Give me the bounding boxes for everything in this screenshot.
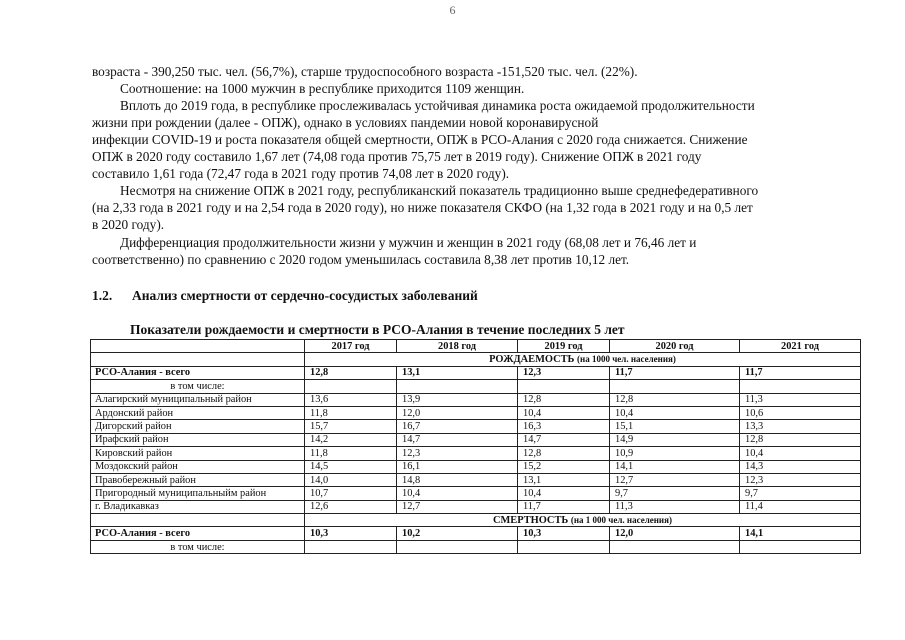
row-label: РСО-Алания - всего	[91, 366, 305, 379]
row-label: Ирафский район	[91, 433, 305, 446]
value-cell: 14,5	[305, 460, 397, 473]
row-label: Пригородный муниципальныйм район	[91, 487, 305, 500]
value-cell: 14,2	[305, 433, 397, 446]
table-row	[91, 460, 861, 473]
section-heading	[92, 288, 478, 304]
row-label: Кировский район	[91, 447, 305, 460]
value-cell: 14,0	[305, 473, 397, 486]
empty-cell	[610, 380, 740, 393]
paragraph-line: возраста - 390,250 тыс. чел. (56,7%), старше трудоспособного возраста -151,520 тыс. чел. (22%).	[92, 64, 638, 79]
birth-group-unit: (на 1000 чел. населения)	[577, 354, 676, 365]
row-label: Моздокский район	[91, 460, 305, 473]
value-cell: 12,7	[397, 500, 518, 513]
section-title: Анализ смертности от сердечно-сосудистых заболеваний	[132, 288, 478, 303]
value-cell: 10,9	[610, 447, 740, 460]
death-subheading-row	[91, 540, 861, 553]
table-row	[91, 473, 861, 486]
year-header: 2019 год	[518, 340, 610, 353]
row-label: Ардонский район	[91, 406, 305, 419]
death-group-row	[91, 514, 861, 527]
empty-cell	[740, 380, 861, 393]
value-cell: 14,7	[397, 433, 518, 446]
paragraph-line: в 2020 году).	[92, 217, 165, 232]
header-empty-cell	[91, 340, 305, 353]
value-cell: 14,7	[518, 433, 610, 446]
value-cell: 15,1	[610, 420, 740, 433]
birth-subheading-row	[91, 380, 861, 393]
value-cell: 11,7	[518, 500, 610, 513]
value-cell: 12,0	[610, 527, 740, 540]
value-cell: 10,7	[305, 487, 397, 500]
table-row	[91, 447, 861, 460]
value-cell: 11,8	[305, 447, 397, 460]
value-cell: 10,4	[518, 406, 610, 419]
year-header: 2021 год	[740, 340, 861, 353]
value-cell: 11,7	[610, 366, 740, 379]
value-cell: 16,7	[397, 420, 518, 433]
group-empty-cell	[91, 514, 305, 527]
value-cell: 13,6	[305, 393, 397, 406]
death-total-row	[91, 527, 861, 540]
value-cell: 10,4	[397, 487, 518, 500]
value-cell: 13,1	[518, 473, 610, 486]
table-header-row	[91, 340, 861, 353]
birth-group-label: РОЖДАЕМОСТЬ	[489, 354, 575, 366]
empty-cell	[740, 540, 861, 553]
value-cell: 12,3	[518, 366, 610, 379]
value-cell: 13,9	[397, 393, 518, 406]
value-cell: 16,1	[397, 460, 518, 473]
empty-cell	[305, 380, 397, 393]
paragraph-line: Соотношение: на 1000 мужчин в республике приходится 1109 женщин.	[120, 81, 525, 96]
value-cell: 15,7	[305, 420, 397, 433]
paragraph-line: жизни при рождении (далее - ОПЖ), однако в условиях пандемии новой коронавирусной	[92, 115, 599, 130]
paragraph-line: Вплоть до 2019 года, в республике прослеживалась устойчивая динамика роста ожидаемой продолжительности	[120, 98, 755, 113]
row-label: РСО-Алания - всего	[91, 527, 305, 540]
section-number: 1.2.	[92, 288, 113, 303]
year-header: 2018 год	[397, 340, 518, 353]
value-cell: 11,7	[740, 366, 861, 379]
value-cell: 10,6	[740, 406, 861, 419]
birth-total-row	[91, 366, 861, 379]
row-label: г. Владикавказ	[91, 500, 305, 513]
value-cell: 16,3	[518, 420, 610, 433]
value-cell: 12,8	[518, 447, 610, 460]
value-cell: 12,0	[397, 406, 518, 419]
death-group-unit: (на 1 000 чел. населения)	[570, 514, 672, 525]
value-cell: 9,7	[740, 487, 861, 500]
value-cell: 12,8	[610, 393, 740, 406]
table-row	[91, 393, 861, 406]
empty-cell	[397, 540, 518, 553]
page-number: 6	[449, 3, 456, 17]
subheading-label: в том числе:	[91, 540, 305, 553]
value-cell: 14,8	[397, 473, 518, 486]
empty-cell	[610, 540, 740, 553]
table-row	[91, 433, 861, 446]
value-cell: 10,3	[305, 527, 397, 540]
value-cell: 12,7	[610, 473, 740, 486]
table-title: Показатели рождаемости и смертности в РСО-Алания в течение последних 5 лет	[130, 322, 625, 337]
value-cell: 13,3	[740, 420, 861, 433]
empty-cell	[518, 380, 610, 393]
value-cell: 12,3	[397, 447, 518, 460]
value-cell: 15,2	[518, 460, 610, 473]
value-cell: 12,8	[305, 366, 397, 379]
subheading-label: в том числе:	[91, 380, 305, 393]
group-empty-cell	[91, 353, 305, 366]
empty-cell	[305, 540, 397, 553]
value-cell: 14,1	[740, 527, 861, 540]
year-header: 2020 год	[610, 340, 740, 353]
paragraph-line: составило 1,61 года (72,47 года в 2021 году против 74,08 лет в 2020 году).	[92, 166, 510, 181]
value-cell: 11,3	[610, 500, 740, 513]
value-cell: 11,3	[740, 393, 861, 406]
paragraph-line: (на 2,33 года в 2021 году и на 2,54 года в 2020 году), но ниже показателя СКФО (на 1,32 года в 2021 году и на 0,5 лет	[92, 200, 753, 215]
row-label: Дигорский район	[91, 420, 305, 433]
value-cell: 14,9	[610, 433, 740, 446]
value-cell: 14,3	[740, 460, 861, 473]
row-label: Алагирский муниципальный район	[91, 393, 305, 406]
value-cell: 10,4	[740, 447, 861, 460]
table-row	[91, 420, 861, 433]
value-cell: 10,2	[397, 527, 518, 540]
value-cell: 12,8	[518, 393, 610, 406]
birth-group-row	[91, 353, 861, 366]
value-cell: 12,8	[740, 433, 861, 446]
paragraph-line: ОПЖ в 2020 году составило 1,67 лет (74,08 года против 75,75 лет в 2019 году). Снижение ОПЖ в 2021 году	[92, 149, 702, 164]
statistics-table	[90, 339, 861, 554]
paragraph-line: соответственно) по сравнению с 2020 годом уменьшилась составила 8,38 лет против 10,12 лет.	[92, 252, 630, 267]
paragraph-line: Несмотря на снижение ОПЖ в 2021 году, республиканский показатель традиционно выше среднефедеративного	[120, 183, 759, 198]
value-cell: 12,3	[740, 473, 861, 486]
row-label: Правобережный район	[91, 473, 305, 486]
birth-group-heading	[305, 353, 861, 366]
value-cell: 9,7	[610, 487, 740, 500]
death-group-label: СМЕРТНОСТЬ	[493, 514, 569, 526]
value-cell: 10,4	[518, 487, 610, 500]
value-cell: 14,1	[610, 460, 740, 473]
value-cell: 10,3	[518, 527, 610, 540]
paragraph-line: инфекции COVID-19 и роста показателя общей смертности, ОПЖ в РСО-Алания с 2020 года снижается. Снижение	[92, 132, 748, 147]
value-cell: 11,8	[305, 406, 397, 419]
value-cell: 10,4	[610, 406, 740, 419]
value-cell: 12,6	[305, 500, 397, 513]
paragraph-line: Дифференциация продолжительности жизни у мужчин и женщин в 2021 году (68,08 лет и 76,46 лет и	[120, 235, 697, 250]
empty-cell	[397, 380, 518, 393]
year-header: 2017 год	[305, 340, 397, 353]
value-cell: 11,4	[740, 500, 861, 513]
death-group-heading	[305, 514, 861, 527]
table-row	[91, 406, 861, 419]
value-cell: 13,1	[397, 366, 518, 379]
table-row	[91, 487, 861, 500]
empty-cell	[518, 540, 610, 553]
table-row	[91, 500, 861, 513]
